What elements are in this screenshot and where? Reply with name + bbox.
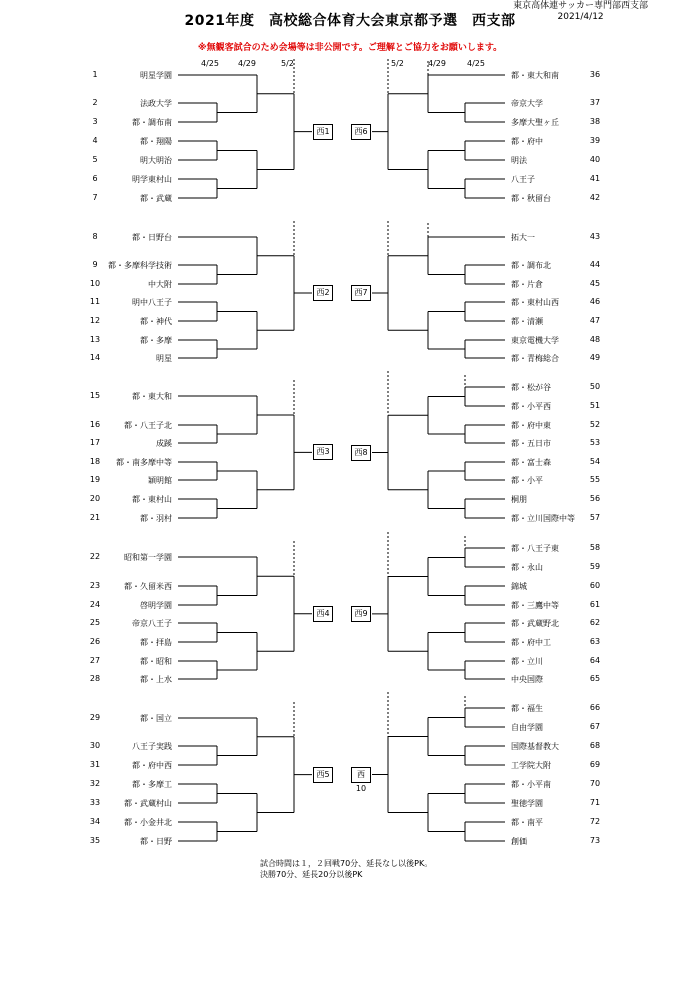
- team-name: 都・東村山西: [511, 298, 559, 307]
- team-name: 都・羽村: [140, 514, 172, 523]
- team-name: 都・多摩科学技術: [108, 261, 172, 270]
- team-number: 49: [589, 353, 601, 362]
- team-name: 都・調布南: [132, 118, 172, 127]
- team-number: 58: [589, 543, 601, 552]
- team-number: 3: [92, 117, 98, 126]
- team-name: 都・清瀬: [511, 317, 543, 326]
- rules-line-2: 決勝70分、延長20分以後PK: [260, 870, 363, 879]
- team-name: 都・武蔵村山: [124, 799, 172, 808]
- team-name: 明星学園: [140, 71, 172, 80]
- team-number: 13: [89, 335, 101, 344]
- block-label-left: 西5: [313, 767, 333, 783]
- team-name: 都・昭和: [140, 657, 172, 666]
- team-name: 都・翔陽: [140, 137, 172, 146]
- team-name: 成蹊: [156, 439, 172, 448]
- team-name: 都・武蔵: [140, 194, 172, 203]
- team-number: 73: [589, 836, 601, 845]
- team-name: 東京電機大学: [511, 336, 559, 345]
- issue-date: 2021/4/12: [557, 12, 604, 22]
- block-label-left: 西4: [313, 606, 333, 622]
- team-number: 65: [589, 674, 601, 683]
- date-right-round1: 4/25: [467, 59, 485, 68]
- team-name: 都・府中: [511, 137, 543, 146]
- team-name: 桐朋: [511, 495, 527, 504]
- team-number: 70: [589, 779, 601, 788]
- team-number: 12: [89, 316, 101, 325]
- team-name: 都・多摩工: [132, 780, 172, 789]
- team-number: 29: [89, 713, 101, 722]
- team-number: 22: [89, 552, 101, 561]
- team-number: 24: [89, 600, 101, 609]
- block-label-right: 西8: [351, 445, 371, 461]
- team-name: 自由学園: [511, 723, 543, 732]
- team-name: 都・富士森: [511, 458, 551, 467]
- team-number: 26: [89, 637, 101, 646]
- team-name: 都・三鷹中等: [511, 601, 559, 610]
- team-name: 拓大一: [511, 233, 535, 242]
- team-number: 60: [589, 581, 601, 590]
- team-name: 都・片倉: [511, 280, 543, 289]
- team-number: 7: [92, 193, 98, 202]
- team-number: 1: [92, 70, 98, 79]
- team-number: 67: [589, 722, 601, 731]
- team-name: 都・府中工: [511, 638, 551, 647]
- team-number: 25: [89, 618, 101, 627]
- team-number: 66: [589, 703, 601, 712]
- team-number: 71: [589, 798, 601, 807]
- team-number: 17: [89, 438, 101, 447]
- team-number: 31: [89, 760, 101, 769]
- team-name: 創価: [511, 837, 527, 846]
- team-name: 多摩大聖ヶ丘: [511, 118, 559, 127]
- team-name: 都・立川国際中等: [511, 514, 575, 523]
- match-rules: [260, 858, 432, 880]
- team-name: 明学東村山: [132, 175, 172, 184]
- team-name: 聖徳学園: [511, 799, 543, 808]
- team-name: 都・松が谷: [511, 383, 551, 392]
- team-number: 11: [89, 297, 101, 306]
- team-number: 10: [89, 279, 101, 288]
- block-label-left: 西2: [313, 285, 333, 301]
- team-name: 都・神代: [140, 317, 172, 326]
- team-name: 都・八王子北: [124, 421, 172, 430]
- team-name: 明大明治: [140, 156, 172, 165]
- team-number: 36: [589, 70, 601, 79]
- team-number: 51: [589, 401, 601, 410]
- team-name: 明星: [156, 354, 172, 363]
- team-name: 帝京大学: [511, 99, 543, 108]
- team-name: 都・小平南: [511, 780, 551, 789]
- team-number: 8: [92, 232, 98, 241]
- team-name: 都・小平西: [511, 402, 551, 411]
- team-number: 40: [589, 155, 601, 164]
- team-name: 都・調布北: [511, 261, 551, 270]
- team-number: 46: [589, 297, 601, 306]
- team-number: 44: [589, 260, 601, 269]
- team-name: 都・多摩: [140, 336, 172, 345]
- team-number: 56: [589, 494, 601, 503]
- block-label-right: 西9: [351, 606, 371, 622]
- team-number: 35: [89, 836, 101, 845]
- team-name: 都・立川: [511, 657, 543, 666]
- team-number: 2: [92, 98, 98, 107]
- team-name: 八王子: [511, 175, 535, 184]
- team-number: 53: [589, 438, 601, 447]
- block-label-right: 西6: [351, 124, 371, 140]
- team-number: 48: [589, 335, 601, 344]
- team-name: 都・南平: [511, 818, 543, 827]
- team-name: 都・府中西: [132, 761, 172, 770]
- team-number: 59: [589, 562, 601, 571]
- team-number: 37: [589, 98, 601, 107]
- notice-text: ※無観客試合のため会場等は非公開です。ご理解とご協力をお願いします。: [197, 43, 503, 53]
- team-name: 都・秋留台: [511, 194, 551, 203]
- team-name: 都・武蔵野北: [511, 619, 559, 628]
- date-left-round3: 5/2: [281, 59, 294, 68]
- team-number: 52: [589, 420, 601, 429]
- team-number: 27: [89, 656, 101, 665]
- block-label-right: 西7: [351, 285, 371, 301]
- team-name: 国際基督教大: [511, 742, 559, 751]
- team-number: 5: [92, 155, 98, 164]
- block-label-left: 西1: [313, 124, 333, 140]
- team-name: 都・五日市: [511, 439, 551, 448]
- team-number: 41: [589, 174, 601, 183]
- team-name: 都・府中東: [511, 421, 551, 430]
- team-name: 明法: [511, 156, 527, 165]
- team-name: 都・南多摩中等: [116, 458, 172, 467]
- team-name: 明中八王子: [132, 298, 172, 307]
- team-number: 64: [589, 656, 601, 665]
- team-name: 都・小平: [511, 476, 543, 485]
- team-name: 都・東大和: [132, 392, 172, 401]
- team-number: 14: [89, 353, 101, 362]
- date-right-round3: 5/2: [391, 59, 404, 68]
- team-name: 都・久留米西: [124, 582, 172, 591]
- team-name: 都・青梅総合: [511, 354, 559, 363]
- team-name: 昭和第一学園: [124, 553, 172, 562]
- team-number: 18: [89, 457, 101, 466]
- team-name: 都・東大和南: [511, 71, 559, 80]
- team-name: 中央国際: [511, 675, 543, 684]
- organizer-name: 東京高体連サッカー専門部西支部: [513, 1, 648, 11]
- team-name: 都・上水: [140, 675, 172, 684]
- team-number: 45: [589, 279, 601, 288]
- team-number: 42: [589, 193, 601, 202]
- team-name: 工学院大附: [511, 761, 551, 770]
- team-name: 法政大学: [140, 99, 172, 108]
- team-number: 34: [89, 817, 101, 826]
- team-number: 68: [589, 741, 601, 750]
- team-number: 43: [589, 232, 601, 241]
- team-number: 15: [89, 391, 101, 400]
- team-number: 72: [589, 817, 601, 826]
- team-number: 20: [89, 494, 101, 503]
- team-name: 都・拝島: [140, 638, 172, 647]
- team-name: 都・国立: [140, 714, 172, 723]
- rules-line-1: 試合時間は１，２回戦70分、延長なし以後PK。: [260, 859, 433, 868]
- team-number: 23: [89, 581, 101, 590]
- team-number: 19: [89, 475, 101, 484]
- team-name: 錦城: [511, 582, 527, 591]
- team-number: 47: [589, 316, 601, 325]
- team-number: 57: [589, 513, 601, 522]
- team-number: 39: [589, 136, 601, 145]
- team-number: 61: [589, 600, 601, 609]
- team-name: 穎明館: [148, 476, 172, 485]
- date-left-round1: 4/25: [201, 59, 219, 68]
- page-title: 2021年度 高校総合体育大会東京都予選 西支部: [184, 13, 516, 29]
- team-number: 69: [589, 760, 601, 769]
- team-number: 9: [92, 260, 98, 269]
- team-number: 21: [89, 513, 101, 522]
- team-number: 28: [89, 674, 101, 683]
- team-name: 都・日野: [140, 837, 172, 846]
- team-name: 八王子実践: [132, 742, 172, 751]
- team-number: 62: [589, 618, 601, 627]
- team-name: 都・東村山: [132, 495, 172, 504]
- team-name: 都・日野台: [132, 233, 172, 242]
- team-number: 55: [589, 475, 601, 484]
- team-number: 6: [92, 174, 98, 183]
- team-name: 都・永山: [511, 563, 543, 572]
- team-name: 都・福生: [511, 704, 543, 713]
- team-number: 50: [589, 382, 601, 391]
- team-number: 30: [89, 741, 101, 750]
- date-right-round2: 4/29: [428, 59, 446, 68]
- date-left-round2: 4/29: [238, 59, 256, 68]
- team-name: 都・小金井北: [124, 818, 172, 827]
- team-number: 32: [89, 779, 101, 788]
- block-label-right: 西10: [351, 767, 371, 783]
- team-number: 63: [589, 637, 601, 646]
- team-name: 中大附: [148, 280, 172, 289]
- team-number: 4: [92, 136, 98, 145]
- team-name: 帝京八王子: [132, 619, 172, 628]
- team-name: 都・八王子東: [511, 544, 559, 553]
- team-number: 38: [589, 117, 601, 126]
- team-number: 33: [89, 798, 101, 807]
- team-name: 啓明学園: [140, 601, 172, 610]
- team-number: 54: [589, 457, 601, 466]
- block-label-left: 西3: [313, 444, 333, 460]
- team-number: 16: [89, 420, 101, 429]
